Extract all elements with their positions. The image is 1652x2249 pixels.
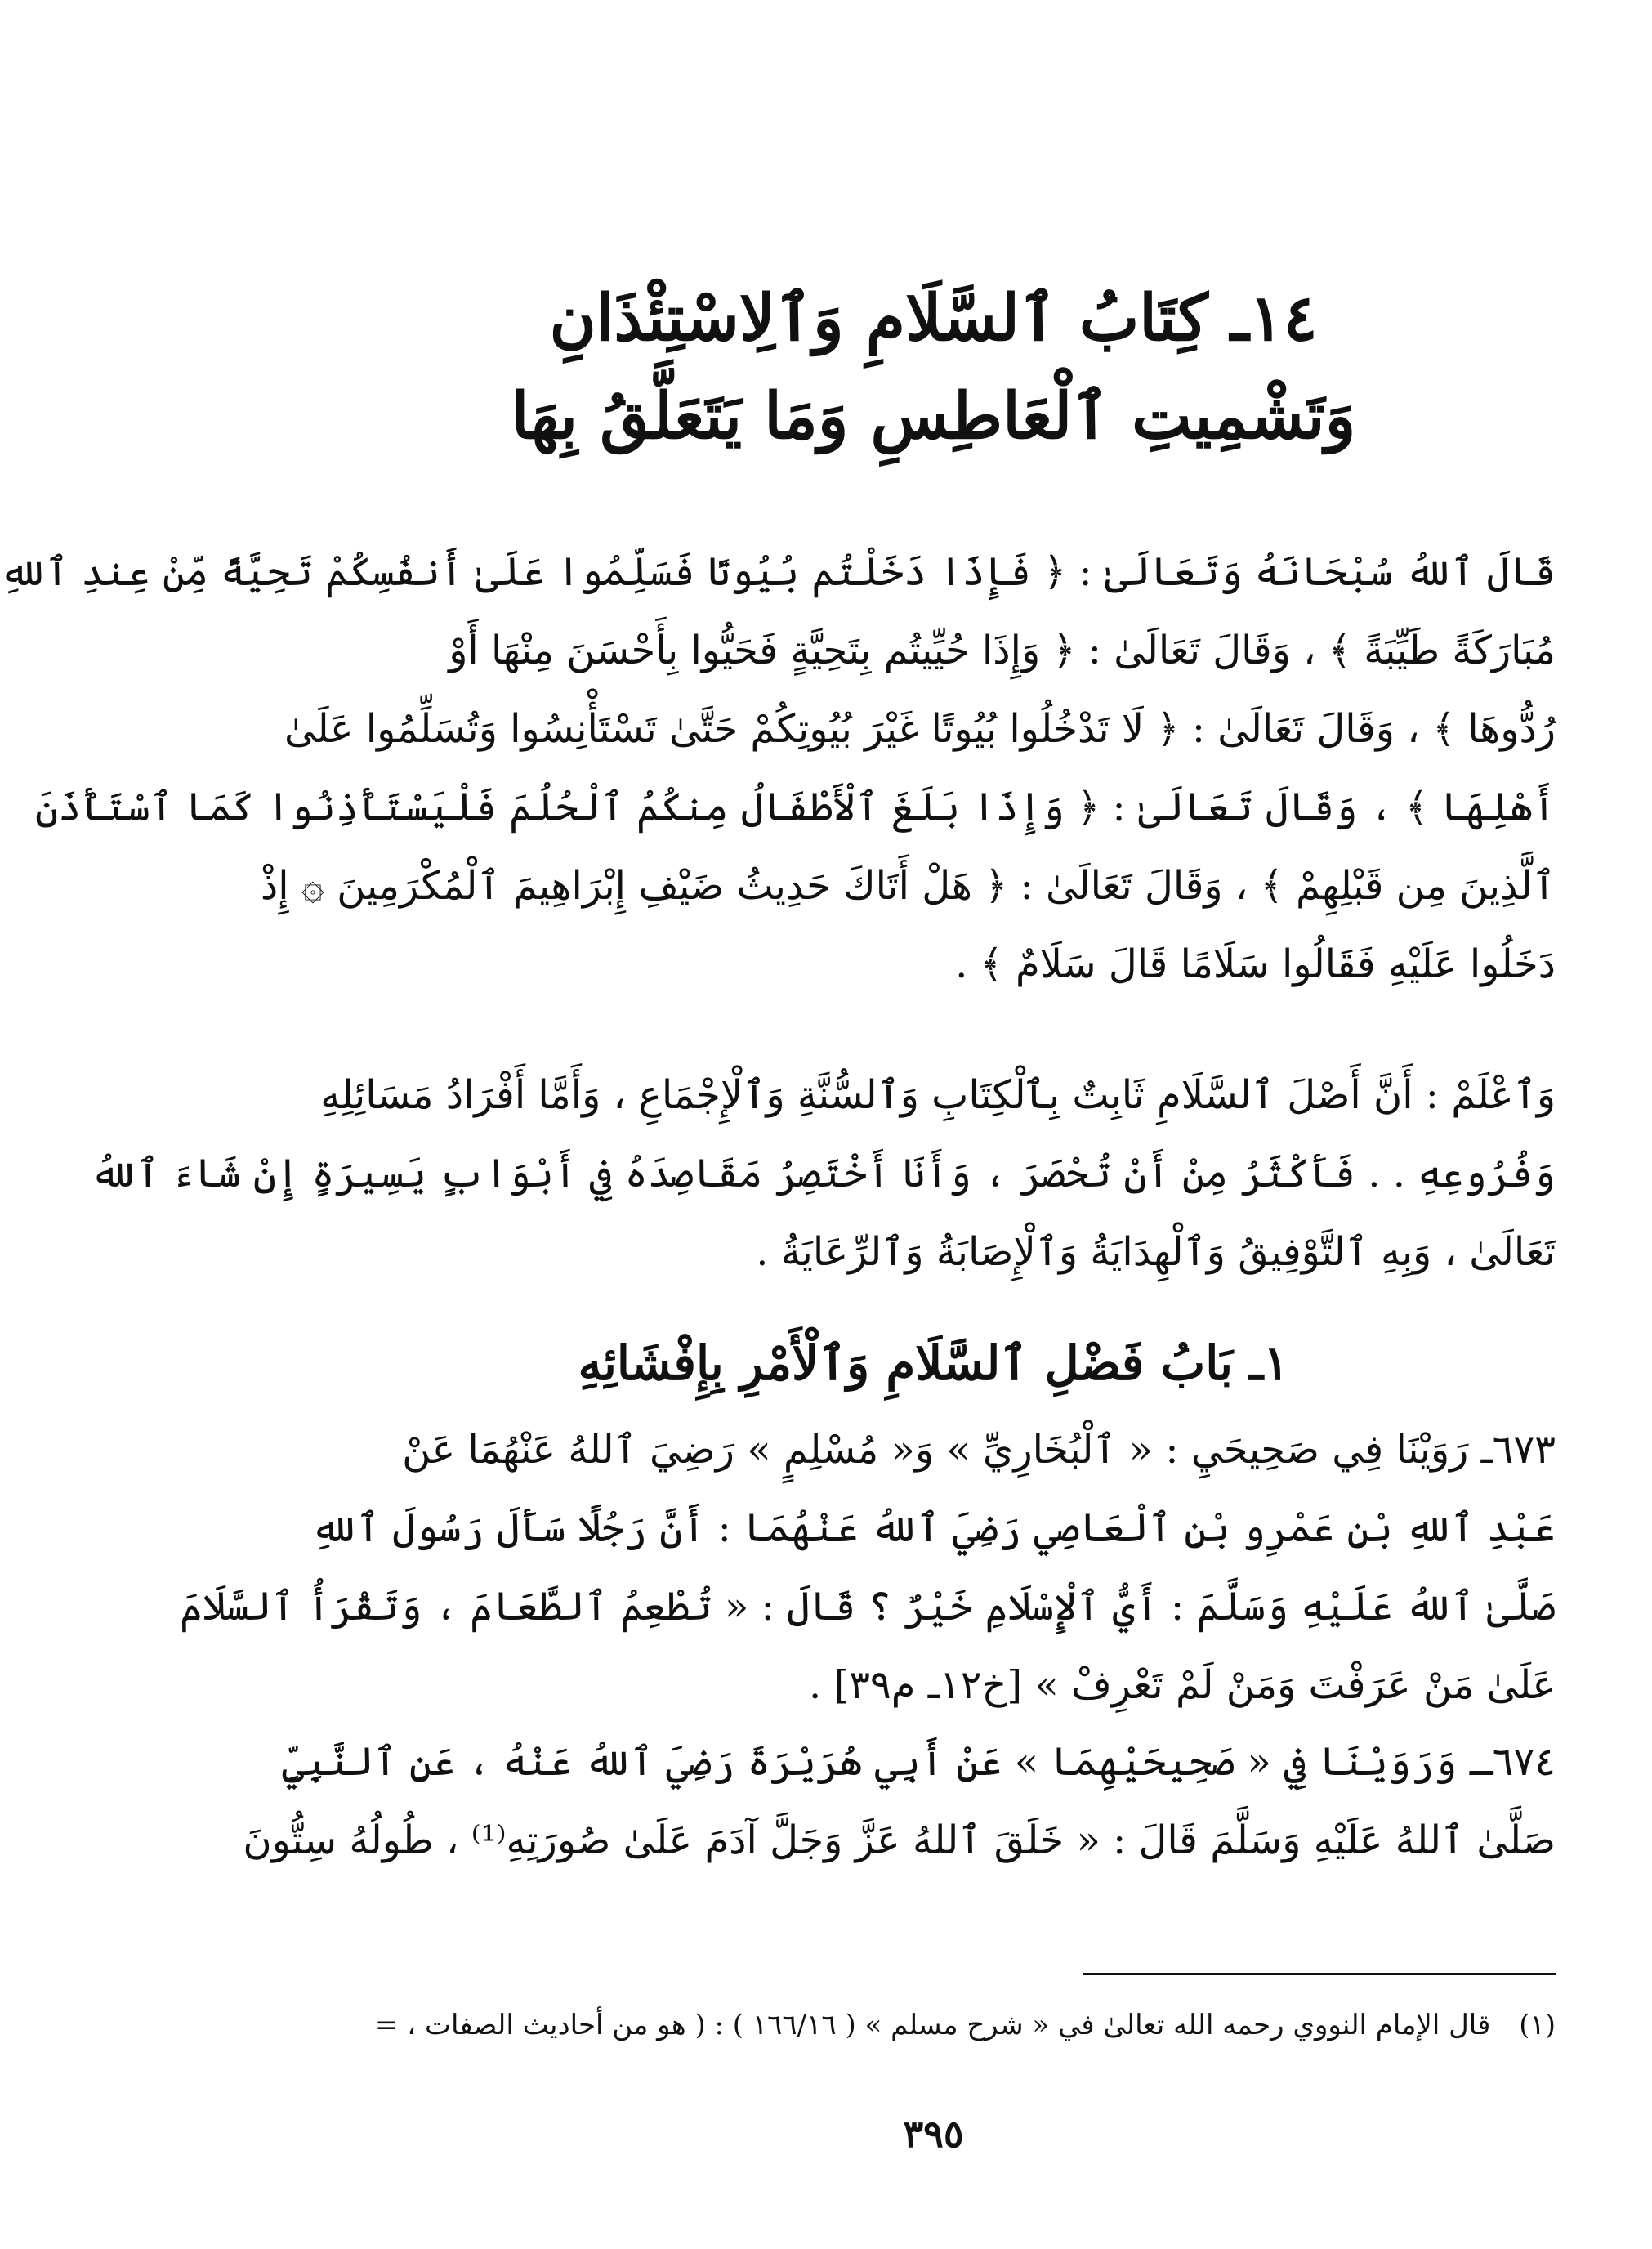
footnote [311,2002,1556,2048]
text-line: قَالَ ٱللهُ سُبْحَانَهُ وَتَعَالَىٰ : ﴿ فَإِذَا دَخَلْتُم بُيُوتًا فَسَلِّمُوا عَلَىٰ أَنفُسِكُمْ تَحِيَّةً مِّنْ عِندِ ٱللهِ [0,549,1556,595]
text-line: وَفُرُوعِهِ . . فَأَكْثَرُ مِنْ أَنْ تُحْصَرَ ، وَأَنَا أَخْتَصِرُ مَقَاصِدَهُ فِي أَبْوَابٍ يَسِيرَةٍ إِنْ شَاءَ ٱللهُ [90,1151,1556,1196]
text-line: عَلَىٰ مَنْ عَرَفْتَ وَمَنْ لَمْ تَعْرِفْ » [خ١٢ـ م٣٩] . [808,1662,1556,1708]
text-line: عَبْدِ ٱللهِ بْنِ عَمْرِو بْنِ ٱلْعَاصِي رَضِيَ ٱللهُ عَنْهُمَا : أَنَّ رَجُلًا سَأَلَ رَسُولَ ٱللهِ [310,1505,1556,1551]
chapter-title-line: ١٤ـ كِتَابُ ٱلسَّلَامِ وَٱلِاسْتِئْذَانِ [549,281,1318,355]
knowledge-paragraph [90,1056,1556,1291]
section-heading: ١ـ بَابُ فَضْلِ ٱلسَّلَامِ وَٱلْأَمْرِ بِإِفْشَائِهِ [578,1335,1289,1391]
text-line: صَلَّىٰ ٱللهُ عَلَيْهِ وَسَلَّمَ : أَيُّ ٱلْإِسْلَامِ خَيْرٌ ؟ قَالَ : « تُطْعِمُ ٱلطَّعَامَ ، وَتَقْرَأُ ٱلسَّلَامَ [180,1584,1556,1630]
text-line: وَٱعْلَمْ : أَنَّ أَصْلَ ٱلسَّلَامِ ثَابِتٌ بِٱلْكِتَابِ وَٱلسُّنَّةِ وَٱلْإِجْمَاعِ ، وَأَمَّا أَفْرَادُ مَسَائِلِهِ [320,1072,1556,1118]
page-number: ٣٩٥ [903,2112,964,2156]
text-line: دَخَلُوا عَلَيْهِ فَقَالُوا سَلَامًا قَالَ سَلَامٌ ﴾ . [955,941,1556,987]
text-line: رُدُّوهَا ﴾ ، وَقَالَ تَعَالَىٰ : ﴿ لَا تَدْخُلُوا بُيُوتًا غَيْرَ بُيُوتِكُمْ حَتَّىٰ تَسْتَأْنِسُوا وَتُسَلِّمُوا عَلَىٰ [284,706,1556,752]
hadith-674-paragraph [243,1723,1556,1880]
text-line: ٦٧٣ـ رَوَيْنَا فِي صَحِيحَيِ : « ٱلْبُخَارِيِّ » وَ« مُسْلِمٍ » رَضِيَ ٱللهُ عَنْهُمَا عَنْ [402,1427,1556,1473]
text-line: صَلَّىٰ ٱللهُ عَلَيْهِ وَسَلَّمَ قَالَ : « خَلَقَ ٱللهُ عَزَّ وَجَلَّ آدَمَ عَلَىٰ صُورَتِهِ⁽¹⁾ ، طُولُهُ سِتُّونَ [243,1818,1556,1863]
footnote-marker: (١) [1519,2009,1556,2041]
chapter-title [378,270,1489,466]
text-line: ٱلَّذِينَ مِن قَبْلِهِمْ ﴾ ، وَقَالَ تَعَالَىٰ : ﴿ هَلْ أَتَاكَ حَدِيثُ ضَيْفِ إِبْرَاهِيمَ ٱلْمُكْرَمِينَ ۞ إِذْ [260,863,1556,909]
text-line: ٦٧٤ـ وَرَوَيْنَا فِي « صَحِيحَيْهِمَا » عَنْ أَبِي هُرَيْرَةَ رَضِيَ ٱللهُ عَنْهُ ، عَنِ ٱلنَّبِيِّ [281,1739,1556,1785]
footnote-divider [1083,1973,1556,1975]
text-line: أَهْلِهَا ﴾ ، وَقَالَ تَعَالَىٰ : ﴿ وَإِذَا بَلَغَ ٱلْأَطْفَالُ مِنكُمُ ٱلْحُلُمَ فَلْيَسْتَأْذِنُوا كَمَا ٱسْتَأْذَنَ [34,785,1556,830]
hadith-673-paragraph [180,1411,1556,1724]
text-line: مُبَارَكَةً طَيِّبَةً ﴾ ، وَقَالَ تَعَالَىٰ : ﴿ وَإِذَا حُيِّيتُم بِتَحِيَّةٍ فَحَيُّوا بِأَحْسَنَ مِنْهَا أَوْ [449,628,1556,673]
intro-paragraph [0,533,1556,1004]
text-line: تَعَالَىٰ ، وَبِهِ ٱلتَّوْفِيقُ وَٱلْهِدَايَةُ وَٱلْإِصَابَةُ وَٱلرِّعَايَةُ . [756,1229,1556,1275]
footnote-text: قال الإمام النووي رحمه الله تعالىٰ في « شرح مسلم » ( ١٦٦/١٦ ) : ( هو من أحاديث الصفات ، = [374,2009,1491,2041]
chapter-title-line: وَتَشْمِيتِ ٱلْعَاطِسِ وَمَا يَتَعَلَّقُ بِهَا [511,379,1356,454]
